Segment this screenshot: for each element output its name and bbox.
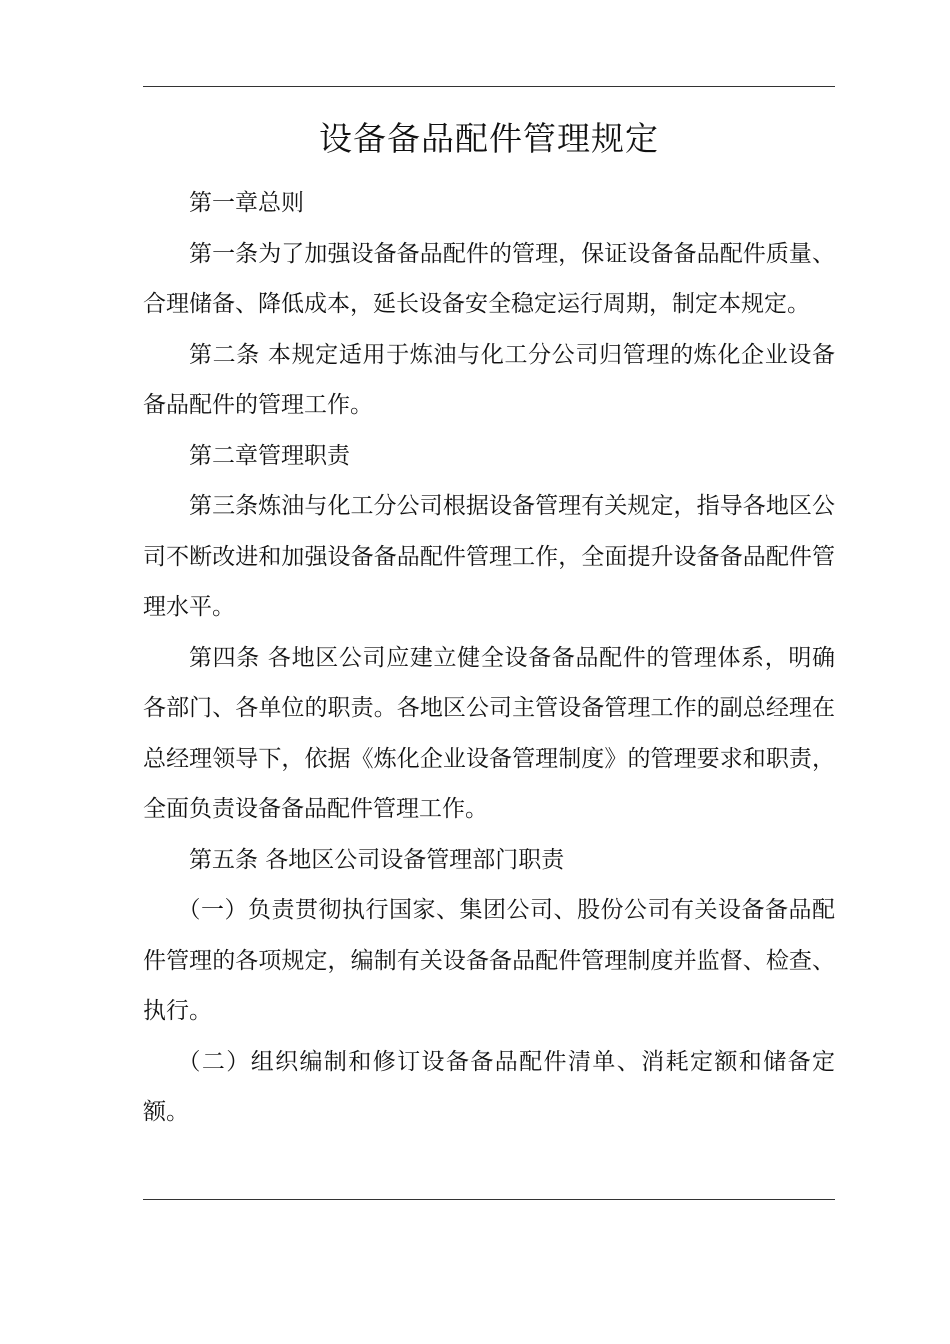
- article-2: 第二条 本规定适用于炼油与化工分公司归管理的炼化企业设备备品配件的管理工作。: [143, 341, 835, 418]
- article-5-item-1: （一）负责贯彻执行国家、集团公司、股份公司有关设备备品配件管理的各项规定，编制有关设备备品配件管理制度并监督、检查、执行。: [143, 897, 835, 1024]
- chapter-heading-1: 第一章总则: [189, 190, 304, 216]
- article-1: 第一条为了加强设备备品配件的管理，保证设备备品配件质量、合理储备、降低成本，延长设备安全稳定运行周期，制定本规定。: [143, 240, 835, 317]
- document-title: 设备备品配件管理规定: [319, 119, 659, 158]
- header-rule: [143, 86, 835, 87]
- footer-rule: [143, 1199, 835, 1200]
- document-body: [143, 178, 835, 1138]
- chapter-heading-2: 第二章管理职责: [189, 442, 350, 469]
- article-5: 第五条 各地区公司设备管理部门职责: [189, 846, 565, 873]
- article-5-item-2: （二）组织编制和修订设备备品配件清单、消耗定额和储备定额。: [143, 1048, 835, 1125]
- article-4: 第四条 各地区公司应建立健全设备备品配件的管理体系，明确各部门、各单位的职责。各地区公司主管设备管理工作的副总经理在总经理领导下，依据《炼化企业设备管理制度》的管理要求和职责，全面负责设备备品配件管理工作。: [143, 644, 835, 822]
- article-3: 第三条炼油与化工分公司根据设备管理有关规定，指导各地区公司不断改进和加强设备备品配件管理工作，全面提升设备备品配件管理水平。: [143, 493, 835, 620]
